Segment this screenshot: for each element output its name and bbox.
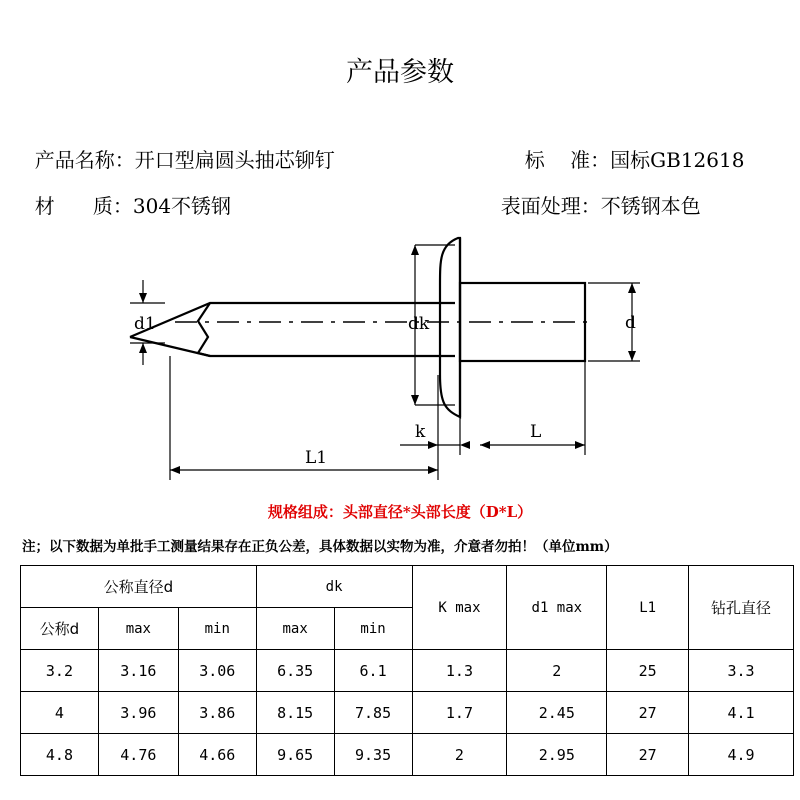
measurement-disclaimer: 注；以下数据为单批手工测量结果存在正负公差，具体数据以实物为准，介意者勿拍！（单位mm） <box>22 539 618 555</box>
header-dk-max: max <box>256 608 334 650</box>
header-nominal-d: 公称d <box>21 608 99 650</box>
table-row: 3.2 3.16 3.06 6.35 6.1 1.3 2 25 3.3 <box>21 650 794 692</box>
surface-value: 不锈钢本色 <box>600 194 701 218</box>
mandrel-outline <box>130 303 455 356</box>
material-value: 304不锈钢 <box>132 194 232 218</box>
label-dk: dk <box>408 314 430 334</box>
header-l1: L1 <box>607 566 689 650</box>
table-row: 4.8 4.76 4.66 9.65 9.35 2 2.95 27 4.9 <box>21 734 794 776</box>
table-row: 4 3.96 3.86 8.15 7.85 1.7 2.45 27 4.1 <box>21 692 794 734</box>
label-d1: d1 <box>134 314 156 334</box>
surface-label: 表面处理： <box>500 194 601 218</box>
rivet-technical-drawing <box>110 225 670 495</box>
product-name-value: 开口型扁圆头抽芯铆钉 <box>134 148 335 172</box>
label-L: L <box>530 422 542 442</box>
material-label: 材 质： <box>34 194 133 218</box>
spec-table <box>20 565 794 776</box>
label-d: d <box>625 313 636 333</box>
label-L1: L1 <box>305 448 328 468</box>
header-d1-max: d1 max <box>507 566 607 650</box>
product-name-label: 产品名称： <box>34 148 135 172</box>
header-k-max: K max <box>412 566 507 650</box>
header-row-1 <box>21 566 794 608</box>
rivet-head <box>440 238 460 417</box>
header-d-min: min <box>178 608 256 650</box>
header-dk: dk <box>256 566 412 608</box>
header-d-max: max <box>98 608 178 650</box>
spec-format-note: 规格组成：头部直径*头部长度（D*L） <box>267 503 533 521</box>
surface-row <box>488 166 701 219</box>
header-dk-min: min <box>334 608 412 650</box>
material-row <box>22 166 231 219</box>
label-k: k <box>415 422 426 442</box>
header-nominal-diameter: 公称直径d <box>21 566 257 608</box>
standard-value: 国标GB12618 <box>610 148 745 172</box>
page-title: 产品参数 <box>346 57 454 88</box>
mandrel-tip <box>198 303 210 356</box>
standard-label: 标 准： <box>524 148 611 172</box>
header-drill-diameter: 钻孔直径 <box>689 566 794 650</box>
